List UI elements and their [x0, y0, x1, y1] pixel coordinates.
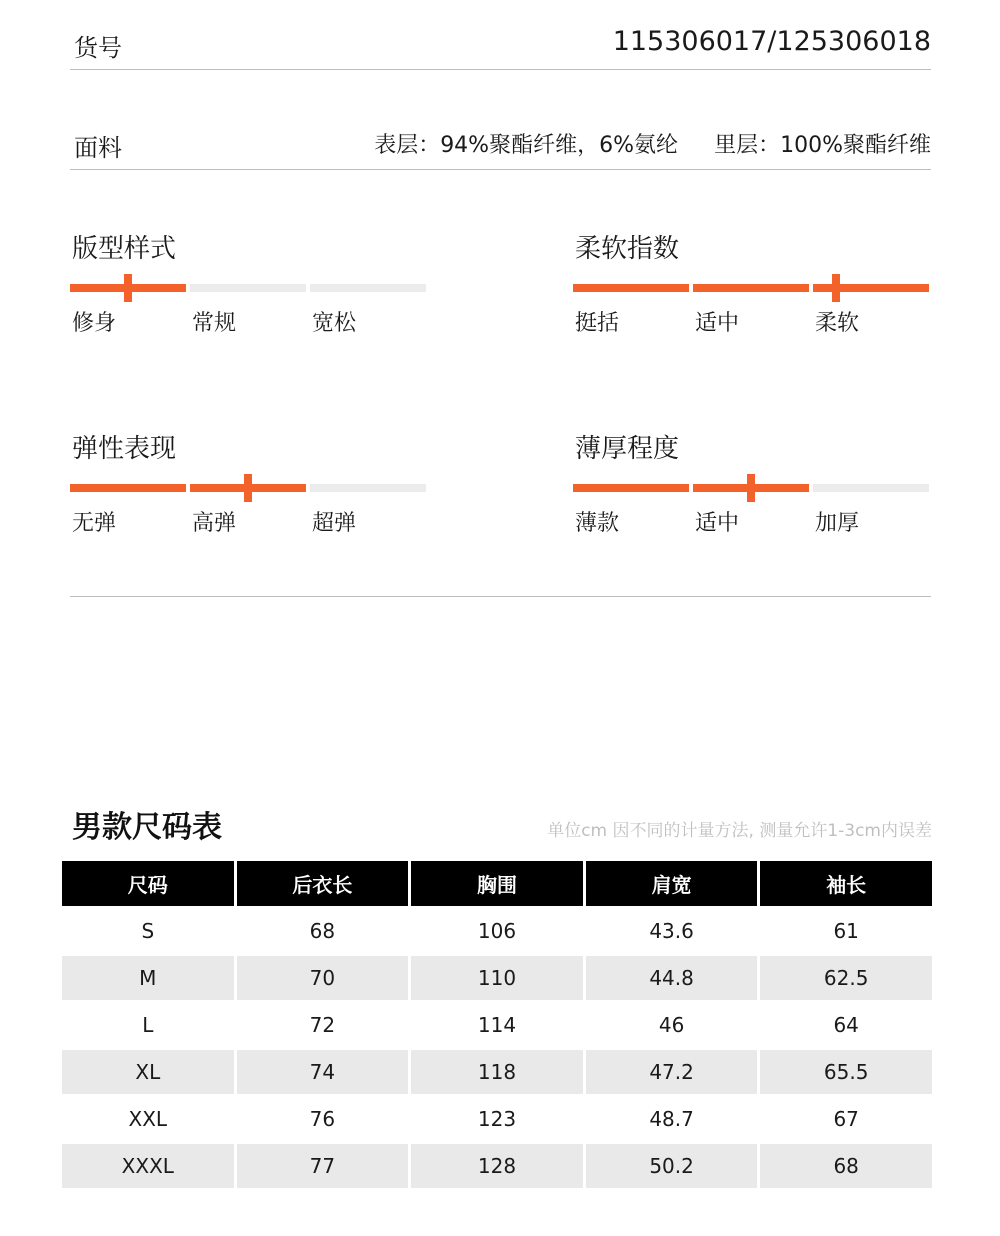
scale-option-label: 修身: [72, 311, 117, 336]
fabric-outer: 表层：94%聚酯纤维，6%氨纶: [374, 133, 678, 158]
metric-title: 薄厚程度: [575, 434, 680, 464]
scale-option-label: 适中: [695, 511, 740, 536]
column-header: 袖长: [760, 861, 932, 906]
scale-segment: [190, 284, 306, 292]
column-header: 后衣长: [237, 861, 409, 906]
scale-marker: [124, 274, 132, 302]
table-cell: XXL: [128, 1107, 168, 1131]
table-cell: 47.2: [586, 1050, 758, 1094]
table-cell: 65.5: [760, 1050, 932, 1094]
scale-option-label: 加厚: [815, 511, 860, 536]
table-cell: L: [142, 1013, 154, 1037]
fabric-inner: 里层：100%聚酯纤维: [714, 133, 931, 158]
table-cell: 67: [833, 1107, 859, 1131]
column-header: 肩宽: [586, 861, 758, 906]
table-cell: S: [141, 919, 155, 943]
table-cell: 123: [477, 1107, 517, 1131]
column-header: 胸围: [411, 861, 583, 906]
scale-segment: [813, 484, 929, 492]
table-row: [62, 1144, 932, 1188]
table-cell: 64: [833, 1013, 859, 1037]
scale-option-label: 薄款: [575, 511, 620, 536]
metric-elasticity: [70, 428, 426, 548]
table-cell: 76: [309, 1107, 336, 1131]
table-row: [62, 1097, 932, 1141]
table-cell: 128: [411, 1144, 583, 1188]
table-cell: 77: [237, 1144, 409, 1188]
size-chart-note: 单位cm 因不同的计量方法, 测量允许1-3cm内误差: [547, 821, 932, 841]
scale-segment: [70, 484, 186, 492]
table-row: [62, 1050, 932, 1094]
size-chart-title: 男款尺码表: [72, 810, 222, 845]
table-body: [62, 909, 932, 1188]
table-row: [62, 956, 932, 1000]
item-no-value: 115306017/125306018: [612, 26, 931, 57]
scale-segment: [573, 484, 689, 492]
table-cell: 50.2: [586, 1144, 758, 1188]
table-cell: 110: [411, 956, 583, 1000]
table-cell: 46: [658, 1013, 685, 1037]
table-cell: XXXL: [62, 1144, 234, 1188]
metric-title: 柔软指数: [575, 234, 680, 264]
table-cell: 118: [411, 1050, 583, 1094]
table-cell: 43.6: [649, 919, 694, 943]
metric-thickness: [573, 428, 929, 548]
table-cell: 74: [237, 1050, 409, 1094]
size-table: [59, 858, 935, 1191]
table-cell: 70: [237, 956, 409, 1000]
table-cell: 106: [477, 919, 517, 943]
scale-segment: [573, 284, 689, 292]
scale-segment: [310, 284, 426, 292]
table-row: [62, 909, 932, 953]
scale-option-label: 常规: [192, 311, 237, 336]
scale-option-label: 适中: [695, 311, 740, 336]
scale-marker: [747, 474, 755, 502]
table-cell: 68: [309, 919, 336, 943]
table-cell: 72: [309, 1013, 336, 1037]
scale-segment: [813, 284, 929, 292]
table-cell: 62.5: [760, 956, 932, 1000]
table-header-row: [62, 861, 932, 906]
divider: [70, 69, 931, 70]
table-cell: 48.7: [649, 1107, 694, 1131]
metric-fit: [70, 228, 426, 348]
table-cell: 68: [760, 1144, 932, 1188]
scale-segment: [693, 284, 809, 292]
scale-marker: [832, 274, 840, 302]
scale-option-label: 高弹: [192, 511, 237, 536]
divider: [70, 596, 931, 597]
metric-title: 弹性表现: [72, 434, 177, 464]
scale-marker: [244, 474, 252, 502]
table-cell: M: [62, 956, 234, 1000]
table-cell: 114: [477, 1013, 517, 1037]
table-row: [62, 1003, 932, 1047]
scale-segment: [310, 484, 426, 492]
table-cell: 44.8: [586, 956, 758, 1000]
column-header: 尺码: [62, 861, 234, 906]
item-no-label: 货号: [74, 34, 122, 62]
scale-option-label: 挺括: [575, 311, 620, 336]
scale-option-label: 柔软: [815, 311, 860, 336]
fabric-label: 面料: [74, 134, 122, 162]
metric-softness: [573, 228, 929, 348]
divider: [70, 169, 931, 170]
scale-option-label: 超弹: [312, 511, 357, 536]
metric-title: 版型样式: [72, 234, 177, 264]
table-cell: XL: [62, 1050, 234, 1094]
scale-option-label: 无弹: [72, 511, 117, 536]
scale-option-label: 宽松: [312, 311, 357, 336]
table-cell: 61: [833, 919, 859, 943]
